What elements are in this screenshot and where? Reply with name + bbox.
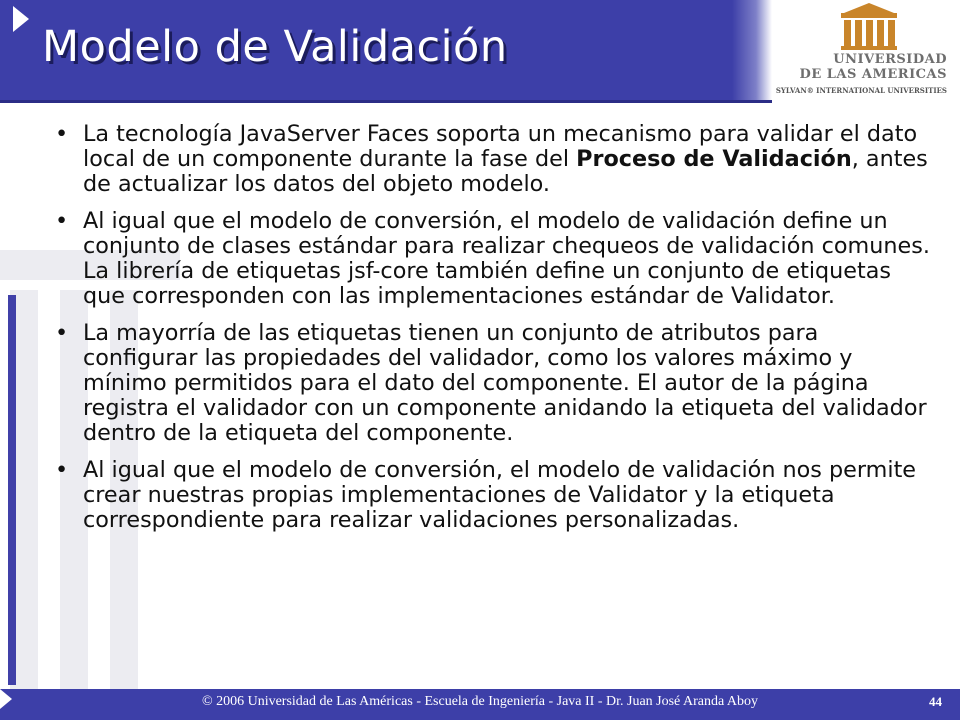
university-logo [775, 0, 960, 104]
page-number: 44 [929, 694, 942, 709]
bullet-list [50, 122, 930, 533]
header-fade [732, 0, 772, 103]
bullet-text-start: La tecnología JavaServer Faces soporta un mecanismo para validar el dato local de un componente durante la fase del [83, 121, 918, 172]
columns-logo-icon [775, 0, 960, 52]
bullet-item [50, 458, 930, 533]
bullet-text-end: , antes de actualizar los datos del objeto modelo. [83, 146, 928, 197]
logo-university-name: UNIVERSIDAD [833, 52, 947, 67]
bullet-item [50, 321, 930, 446]
slide-body [50, 122, 930, 545]
bullet-marker: • [55, 121, 69, 147]
bullet-bold-term: Proceso de Validación [576, 146, 852, 172]
bullet-marker: • [55, 457, 69, 483]
header-arrow-icon [13, 6, 29, 32]
bullet-item [50, 122, 930, 197]
bullet-marker: • [55, 320, 69, 346]
logo-university-subname: DE LAS AMERICAS [799, 67, 947, 82]
bullet-text: Al igual que el modelo de conversión, el modelo de validación define un conjunto de clases estándar para realizar chequeos de validación comunes. La librería de etiquetas jsf-core también define un conjunto de etiquetas que corresponden con las implementaciones estándar de Validator. [83, 208, 930, 309]
bullet-item [50, 209, 930, 309]
bullet-text: La mayorría de las etiquetas tienen un conjunto de atributos para configurar las propiedades del validador, como los valores máximo y mínimo permitidos para el dato del componente. El autor de la página registra el validador con un componente anidando la etiqueta del validador dentro de la etiqueta del componente. [83, 320, 927, 446]
footer-bar [0, 689, 960, 720]
bullet-marker: • [55, 208, 69, 234]
header-divider [0, 100, 772, 103]
bullet-text: Al igual que el modelo de conversión, el modelo de validación nos permite crear nuestras propias implementaciones de Validator y la etiqueta correspondiente para realizar validaciones personalizadas. [83, 457, 917, 533]
footer-credits: © 2006 Universidad de Las Américas - Escuela de Ingeniería - Java II - Dr. Juan José Aranda Aboy [201, 694, 759, 709]
slide-title: Modelo de Validación [42, 22, 508, 72]
left-accent-stripe [8, 295, 16, 685]
logo-network-name: SYLVAN® INTERNATIONAL UNIVERSITIES [775, 86, 947, 95]
